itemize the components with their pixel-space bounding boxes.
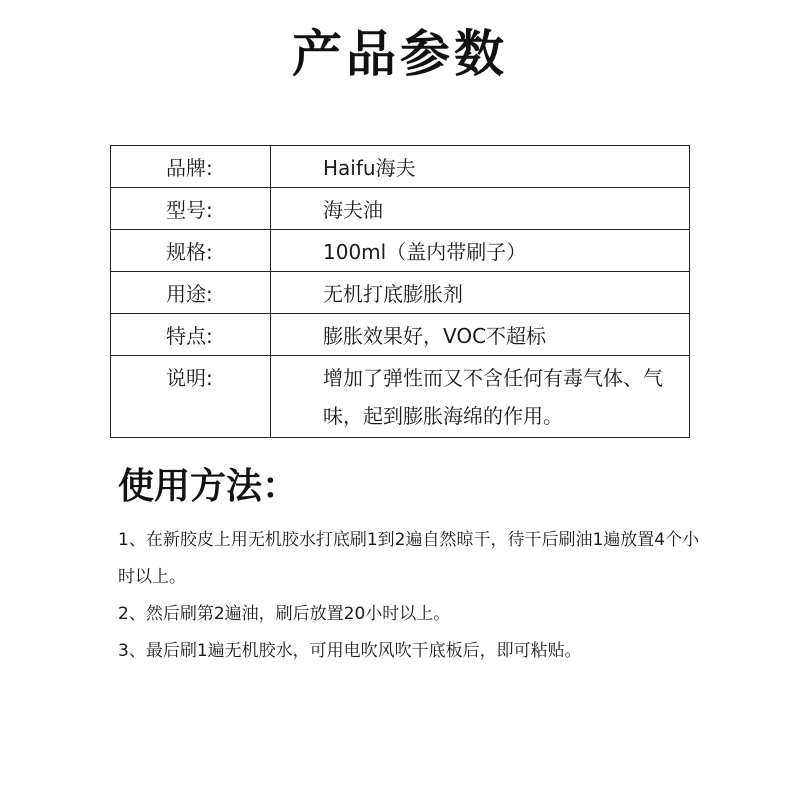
usage-step-1: 1、在新胶皮上用无机胶水打底刷1到2遍自然晾干，待干后刷油1遍放置4个小时以上。 xyxy=(118,530,700,587)
table-row xyxy=(111,188,690,230)
param-label-description: 说明: xyxy=(111,356,271,438)
param-value-brand: Haifu海夫 xyxy=(271,146,690,188)
page-title: 产品参数 xyxy=(292,25,508,83)
usage-step-3: 3、最后刷1遍无机胶水，可用电吹风吹干底板后，即可粘贴。 xyxy=(118,641,582,661)
usage-heading: 使用方法： xyxy=(118,466,299,507)
param-value-usage: 无机打底膨胀剂 xyxy=(271,272,690,314)
param-value-features: 膨胀效果好，VOC不超标 xyxy=(271,314,690,356)
table-row xyxy=(111,146,690,188)
table-row xyxy=(111,314,690,356)
product-parameters-table xyxy=(110,145,690,438)
param-label-model: 型号: xyxy=(111,188,271,230)
table-row xyxy=(111,272,690,314)
param-label-brand: 品牌: xyxy=(111,146,271,188)
param-label-spec: 规格: xyxy=(111,230,271,272)
param-value-description: 增加了弹性而又不含任何有毒气体、气味，起到膨胀海绵的作用。 xyxy=(271,356,690,438)
usage-step-2: 2、然后刷第2遍油，刷后放置20小时以上。 xyxy=(118,604,451,624)
param-label-features: 特点: xyxy=(111,314,271,356)
table-row xyxy=(111,356,690,438)
param-value-spec: 100ml（盖内带刷子） xyxy=(271,230,690,272)
param-value-model: 海夫油 xyxy=(271,188,690,230)
usage-steps-list xyxy=(118,522,708,670)
table-row xyxy=(111,230,690,272)
param-label-usage: 用途: xyxy=(111,272,271,314)
